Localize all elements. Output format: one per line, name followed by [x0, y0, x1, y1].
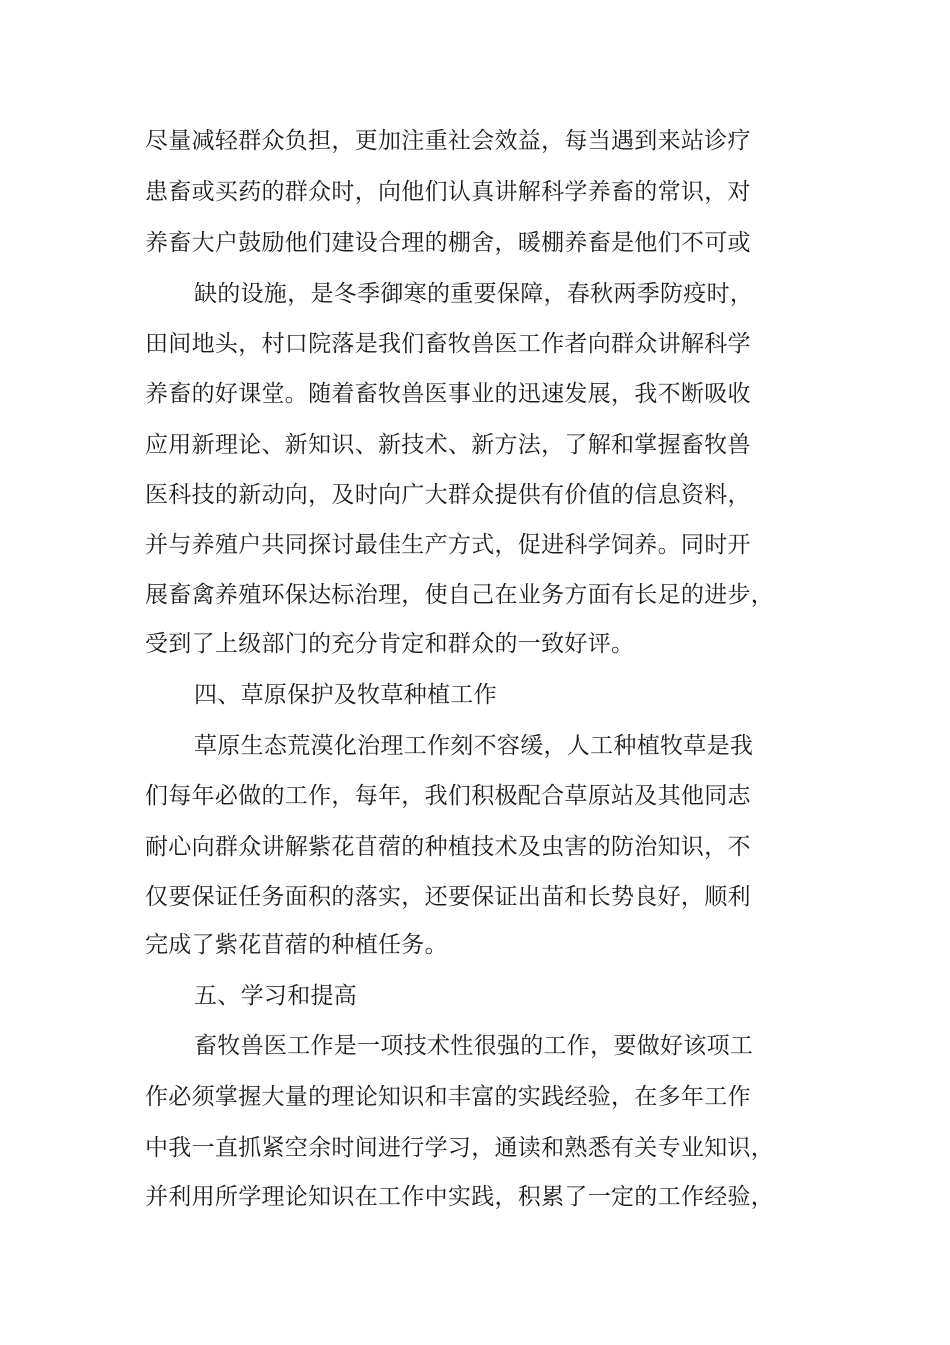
paragraph-line: 展畜禽养殖环保达标治理，使自己在业务方面有长足的进步， [145, 582, 775, 608]
paragraph-line: 养畜大户鼓励他们建设合理的棚舍，暖棚养畜是他们不可或 [145, 230, 751, 256]
paragraph-line: 中我一直抓紧空余时间进行学习，通读和熟悉有关专业知识， [145, 1135, 775, 1161]
paragraph-line: 畜牧兽医工作是一项技术性很强的工作，要做好该项工 [194, 1033, 754, 1059]
paragraph-line: 草原生态荒漠化治理工作刻不容缓，人工种植牧草是我 [194, 733, 754, 759]
section-heading: 四、草原保护及牧草种植工作 [194, 682, 497, 708]
paragraph-line: 们每年必做的工作，每年，我们积极配合草原站及其他同志 [145, 783, 751, 809]
paragraph-line: 并与养殖户共同探讨最佳生产方式，促进科学饲养。同时开 [145, 532, 751, 558]
paragraph-line: 并利用所学理论知识在工作中实践，积累了一定的工作经验， [145, 1184, 775, 1210]
paragraph-line: 作必须掌握大量的理论知识和丰富的实践经验，在多年工作 [145, 1084, 751, 1110]
paragraph-line: 完成了紫花苜蓿的种植任务。 [145, 932, 448, 958]
section-heading: 五、学习和提高 [194, 983, 358, 1009]
paragraph-line: 仅要保证任务面积的落实，还要保证出苗和长势良好，顺利 [145, 884, 751, 910]
paragraph-line: 田间地头，村口院落是我们畜牧兽医工作者向群众讲解科学 [145, 331, 751, 357]
paragraph-line: 养畜的好课堂。随着畜牧兽医事业的迅速发展，我不断吸收 [145, 381, 751, 407]
paragraph-line: 缺的设施，是冬季御寒的重要保障，春秋两季防疫时， [194, 281, 754, 307]
paragraph-line: 医科技的新动向，及时向广大群众提供有价值的信息资料， [145, 482, 751, 508]
paragraph-line: 受到了上级部门的充分肯定和群众的一致好评。 [145, 631, 635, 657]
paragraph-line: 应用新理论、新知识、新技术、新方法，了解和掌握畜牧兽 [145, 432, 751, 458]
paragraph-line: 尽量减轻群众负担，更加注重社会效益，每当遇到来站诊疗 [145, 128, 751, 154]
paragraph-line: 患畜或买药的群众时，向他们认真讲解科学养畜的常识，对 [145, 179, 751, 205]
paragraph-line: 耐心向群众讲解紫花苜蓿的种植技术及虫害的防治知识，不 [145, 834, 751, 860]
